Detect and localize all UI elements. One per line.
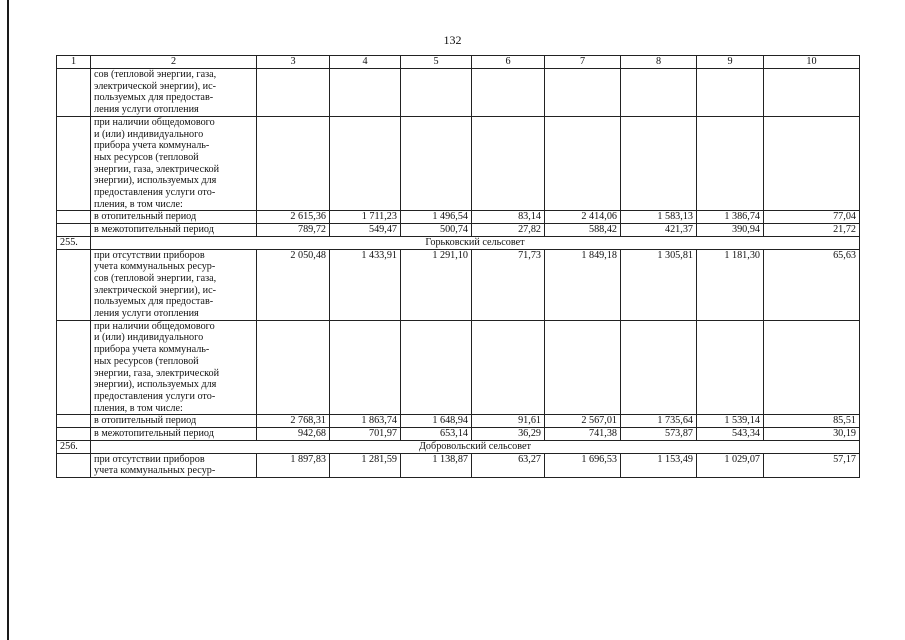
value-cell: [545, 116, 621, 211]
value-cell: [257, 116, 330, 211]
value-cell: [257, 69, 330, 117]
value-cell: [472, 69, 545, 117]
value-cell: 1 153,49: [621, 453, 697, 477]
row-number: [57, 211, 91, 224]
value-cell: 1 711,23: [330, 211, 401, 224]
value-cell: 701,97: [330, 428, 401, 441]
value-cell: [697, 116, 764, 211]
value-cell: 65,63: [764, 249, 860, 320]
value-cell: [401, 320, 472, 415]
column-header: 9: [697, 56, 764, 69]
value-cell: 36,29: [472, 428, 545, 441]
description-line: пления, в том числе:: [94, 402, 183, 414]
description-line: при отсутствии приборов: [94, 453, 205, 465]
section-title: Горьковский сельсовет: [91, 236, 860, 249]
value-cell: 942,68: [257, 428, 330, 441]
value-cell: 1 281,59: [330, 453, 401, 477]
value-cell: 1 138,87: [401, 453, 472, 477]
column-header: 2: [91, 56, 257, 69]
value-cell: 543,34: [697, 428, 764, 441]
description-line: в отопительный период: [94, 211, 197, 223]
value-cell: [330, 320, 401, 415]
value-cell: 1 291,10: [401, 249, 472, 320]
row-description: [91, 224, 257, 237]
description-line: сов (тепловой энергии, газа,: [94, 69, 217, 80]
description-line: энергии), используемых для: [94, 175, 217, 187]
value-cell: 2 414,06: [545, 211, 621, 224]
description-line: энергии, газа, электрической: [94, 367, 220, 379]
row-number: [57, 320, 91, 415]
column-header: 1: [57, 56, 91, 69]
value-cell: [621, 69, 697, 117]
row-number: [57, 224, 91, 237]
description-line: энергии, газа, электрической: [94, 163, 220, 175]
description-line: в межотопительный период: [94, 428, 214, 440]
value-cell: 2 050,48: [257, 249, 330, 320]
value-cell: [472, 320, 545, 415]
description-line: учета коммунальных ресур-: [94, 465, 216, 477]
value-cell: [697, 320, 764, 415]
description-line: электрической энергии), ис-: [94, 80, 217, 92]
value-cell: [764, 116, 860, 211]
value-cell: 63,27: [472, 453, 545, 477]
value-cell: 83,14: [472, 211, 545, 224]
column-header: 5: [401, 56, 472, 69]
value-cell: 21,72: [764, 224, 860, 237]
value-cell: 1 433,91: [330, 249, 401, 320]
description-line: при наличии общедомового: [94, 116, 215, 128]
value-cell: [545, 69, 621, 117]
value-cell: 1 583,13: [621, 211, 697, 224]
value-cell: 1 496,54: [401, 211, 472, 224]
value-cell: 789,72: [257, 224, 330, 237]
value-cell: 1 305,81: [621, 249, 697, 320]
value-cell: [330, 69, 401, 117]
value-cell: 1 029,07: [697, 453, 764, 477]
value-cell: [257, 320, 330, 415]
row-description: [91, 69, 257, 117]
row-description: [91, 116, 257, 211]
description-line: учета коммунальных ресур-: [94, 261, 216, 273]
table-row: [57, 224, 860, 237]
description-line: и (или) индивидуального: [94, 332, 204, 344]
value-cell: 653,14: [401, 428, 472, 441]
tariff-table: [56, 55, 860, 478]
description-line: ления услуги отопления: [94, 104, 199, 116]
description-line: пользуемых для предостав-: [94, 296, 214, 308]
column-header: 3: [257, 56, 330, 69]
value-cell: [330, 116, 401, 211]
value-cell: 500,74: [401, 224, 472, 237]
value-cell: 741,38: [545, 428, 621, 441]
row-description: [91, 415, 257, 428]
value-cell: 1 648,94: [401, 415, 472, 428]
description-line: в отопительный период: [94, 415, 197, 427]
value-cell: 1 539,14: [697, 415, 764, 428]
table-row: [57, 320, 860, 415]
row-number: [57, 69, 91, 117]
section-row: [57, 440, 860, 453]
page-binding-line: [7, 0, 9, 640]
value-cell: 2 768,31: [257, 415, 330, 428]
value-cell: 77,04: [764, 211, 860, 224]
description-line: пользуемых для предостав-: [94, 92, 214, 104]
page-number: 132: [443, 33, 462, 47]
value-cell: 549,47: [330, 224, 401, 237]
value-cell: 57,17: [764, 453, 860, 477]
value-cell: [764, 320, 860, 415]
value-cell: 2 567,01: [545, 415, 621, 428]
description-line: ления услуги отопления: [94, 308, 199, 320]
value-cell: [697, 69, 764, 117]
column-header: 7: [545, 56, 621, 69]
table-row: [57, 415, 860, 428]
value-cell: 1 181,30: [697, 249, 764, 320]
value-cell: 588,42: [545, 224, 621, 237]
value-cell: 1 849,18: [545, 249, 621, 320]
row-number: 255.: [57, 236, 91, 249]
description-line: при отсутствии приборов: [94, 249, 205, 261]
row-description: [91, 453, 257, 477]
value-cell: 390,94: [697, 224, 764, 237]
value-cell: 573,87: [621, 428, 697, 441]
description-line: в межотопительный период: [94, 224, 214, 236]
description-line: энергии), используемых для: [94, 379, 217, 391]
row-number: 256.: [57, 440, 91, 453]
value-cell: [401, 69, 472, 117]
description-line: предоставления услуги ото-: [94, 390, 216, 402]
column-header: 8: [621, 56, 697, 69]
value-cell: 27,82: [472, 224, 545, 237]
value-cell: 30,19: [764, 428, 860, 441]
row-description: [91, 249, 257, 320]
section-title: Добровольский сельсовет: [91, 440, 860, 453]
row-number: [57, 453, 91, 477]
table-row: [57, 249, 860, 320]
value-cell: 1 897,83: [257, 453, 330, 477]
column-number-header-row: [57, 56, 860, 69]
value-cell: [621, 320, 697, 415]
description-line: предоставления услуги ото-: [94, 187, 216, 199]
description-line: ных ресурсов (тепловой: [94, 151, 199, 163]
column-header: 4: [330, 56, 401, 69]
table-row: [57, 453, 860, 477]
row-description: [91, 428, 257, 441]
description-line: ных ресурсов (тепловой: [94, 355, 199, 367]
value-cell: 1 386,74: [697, 211, 764, 224]
value-cell: 91,61: [472, 415, 545, 428]
value-cell: 2 615,36: [257, 211, 330, 224]
description-line: пления, в том числе:: [94, 198, 183, 210]
value-cell: [621, 116, 697, 211]
value-cell: 1 863,74: [330, 415, 401, 428]
description-line: прибора учета коммуналь-: [94, 140, 210, 152]
value-cell: 1 696,53: [545, 453, 621, 477]
row-description: [91, 320, 257, 415]
section-row: [57, 236, 860, 249]
table-row: [57, 211, 860, 224]
value-cell: 421,37: [621, 224, 697, 237]
description-line: сов (тепловой энергии, газа,: [94, 272, 217, 284]
description-line: прибора учета коммуналь-: [94, 344, 210, 356]
row-number: [57, 415, 91, 428]
description-line: при наличии общедомового: [94, 320, 215, 332]
value-cell: [472, 116, 545, 211]
row-description: [91, 211, 257, 224]
description-line: электрической энергии), ис-: [94, 284, 217, 296]
row-number: [57, 428, 91, 441]
value-cell: 85,51: [764, 415, 860, 428]
description-line: и (или) индивидуального: [94, 128, 204, 140]
table-row: [57, 69, 860, 117]
value-cell: [764, 69, 860, 117]
row-number: [57, 249, 91, 320]
value-cell: [545, 320, 621, 415]
column-header: 10: [764, 56, 860, 69]
column-header: 6: [472, 56, 545, 69]
value-cell: 71,73: [472, 249, 545, 320]
value-cell: 1 735,64: [621, 415, 697, 428]
row-number: [57, 116, 91, 211]
table-row: [57, 116, 860, 211]
table-row: [57, 428, 860, 441]
value-cell: [401, 116, 472, 211]
